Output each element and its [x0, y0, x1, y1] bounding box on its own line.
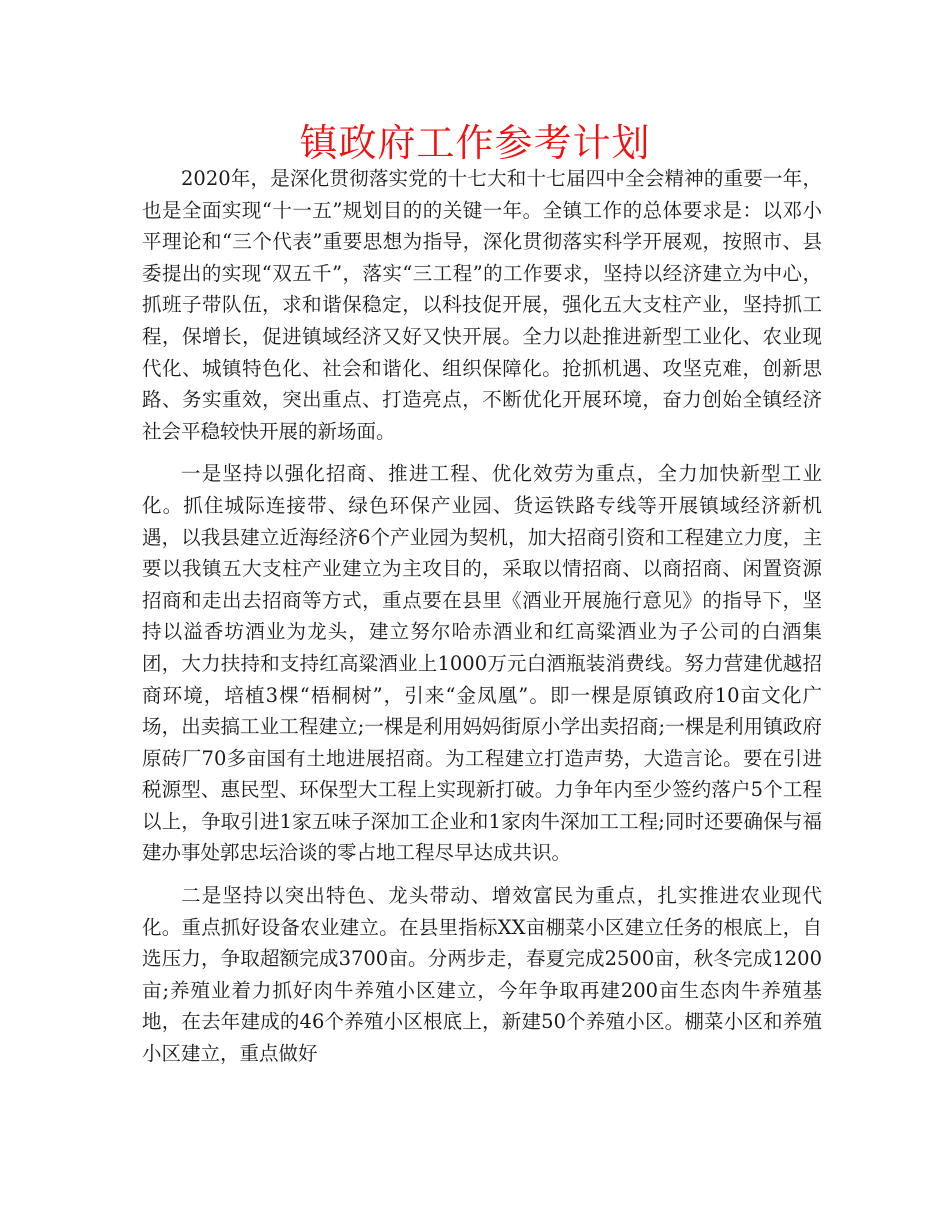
paragraph-1: 2020年，是深化贯彻落实党的十七大和十七届四中全会精神的重要一年，也是全面实现“十一五”规划目的的关键一年。全镇工作的总体要求是：以邓小平理论和“三个代表”重要思想为指导，深化贯彻落实科学开展观，按照市、县委提出的实现“双五千”，落实“三工程”的工作要求，坚持以经济建立为中心，抓班子带队伍，求和谐保稳定，以科技促开展，强化五大支柱产业，坚持抓工程，保增长，促进镇域经济又好又快开展。全力以赴推进新型工业化、农业现代化、城镇特色化、社会和谐化、组织保障化。抢抓机遇、攻坚克难，创新思路、务实重效，突出重点、打造亮点，不断优化开展环境，奋力创始全镇经济社会平稳较快开展的新场面。 — [142, 167, 822, 443]
document-body — [142, 163, 822, 1070]
paragraph-2: 一是坚持以强化招商、推进工程、优化效劳为重点，全力加快新型工业化。抓住城际连接带、绿色环保产业园、货运铁路专线等开展镇域经济新机遇，以我县建立近海经济6个产业园为契机，加大招商引资和工程建立力度，主要以我镇五大支柱产业建立为主攻目的，采取以情招商、以商招商、闲置资源招商和走出去招商等方式，重点要在县里《酒业开展施行意见》的指导下，坚持以溢香坊酒业为龙头，建立努尔哈赤酒业和红高粱酒业为子公司的白酒集团，大力扶持和支持红高粱酒业上1000万元白酒瓶装消费线。努力营建优越招商环境，培植3棵“梧桐树”，引来“金凤凰”。即一棵是原镇政府10亩文化广场，出卖搞工业工程建立;一棵是利用妈妈街原小学出卖招商;一棵是利用镇政府原砖厂70多亩国有土地进展招商。为工程建立打造声势，大造言论。要在引进税源型、惠民型、环保型大工程上实现新打破。力争年内至少签约落户5个工程以上，争取引进1家五味子深加工企业和1家肉牛深加工工程;同时还要确保与福建办事处郭忠坛洽谈的零占地工程尽早达成共识。 — [142, 462, 822, 865]
document-title: 镇政府工作参考计划 — [299, 121, 651, 165]
paragraph-3: 二是坚持以突出特色、龙头带动、增效富民为重点，扎实推进农业现代化。重点抓好设备农业建立。在县里指标XX亩棚菜小区建立任务的根底上，自选压力，争取超额完成3700亩。分两步走，春夏完成2500亩，秋冬完成1200亩;养殖业着力抓好肉牛养殖小区建立，今年争取再建200亩生态肉牛养殖基地，在去年建成的46个养殖小区根底上，新建50个养殖小区。棚菜小区和养殖小区建立，重点做好 — [142, 884, 822, 1066]
